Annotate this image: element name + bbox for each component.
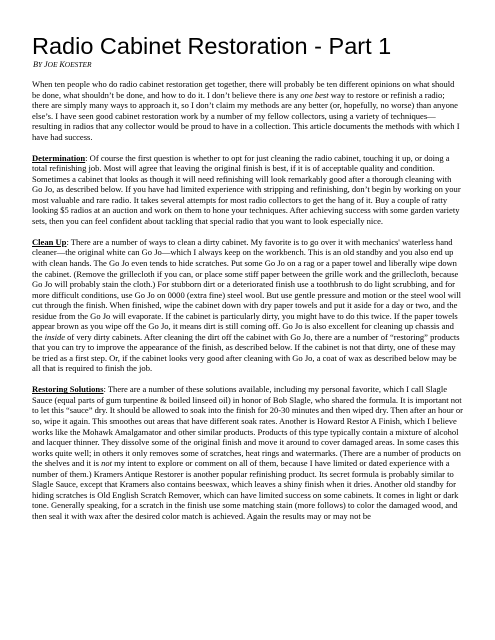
clean-up-paragraph: Clean Up: There are a number of ways to clean a dirty cabinet. My favorite is to go over it with mechanics' waterless hand cleaner—the original white can Go Jo—which I always keep on the workbench. This is an old standby and you also end up with clean hands. The Go Jo even tends to hide scratches. Put some Go Jo on a rag or a paper towel and liberally wipe down the cabinet. (Remove the grillecloth if you can, or place some stiff paper between the grille work and the grillecloth, because Go Jo will probably stain the cloth.) For stubborn dirt or a deteriorated finish use a toothbrush to do light scrubbing, and for more difficult conditions, use Go Jo on 0000 (extra fine) steel wool. But use gentle pressure and motion or the steel wool will cut through the finish. When finished, wipe the cabinet down with dry paper towels and put it aside for a day or two, and the residue from the Go Jo will evaporate. If the cabinet is particularly dirty, you might have to do this twice. If the paper towels appear brown as you wipe off the Go Jo, it means dirt is still coming off. Go Jo is also excellent for cleaning up chassis and the inside of very dirty cabinets. After cleaning the dirt off the cabinet with Go Jo, there are a number of “restoring” products that you can try to improve the appearance of the finish, as described below. If the cabinet is not that dirty, one of these may be tried as a first step. Or, if the cabinet looks very good after cleaning with Go Jo, a coat of wax as described below may be all that is required to finish the job. (32, 236, 462, 374)
emphasis-not: not (101, 458, 112, 469)
restoring-solutions-heading: Restoring Solutions (32, 384, 104, 395)
restoring-solutions-paragraph: Restoring Solutions: There are a number of these solutions available, including my personal favorite, which I call Slagle Sauce (equal parts of gum turpentine & boiled linseed oil) in honor of Bob Slagle, who shared the formula. It is important not to let this “sauce” dry. It should be allowed to soak into the finish for 20-30 minutes and then wiped dry. Then after an hour or so, wipe it again. This smoothes out areas that have different soak rates. Another is Howard Restor A Finish, which I believe works like the Mohawk Amalgamator and other similar products. Products of this type typically contain a mixture of alcohol and lacquer thinner. They dissolve some of the original finish and move it around to cover damaged areas. In some cases this works quite well; in others it only removes some of scratches, heat rings and watermarks. (There are a number of products on the shelves and it is not my intent to explore or comment on all of them, because I have limited or dated experience with a number of them.) Kramers Antique Restorer is another popular refinishing product. Its secret formula is probably similar to Slagle Sauce, except that Kramers also contains beeswax, which leaves a shiny finish when it dries. Another old standby for hiding scratches is Old English Scratch Remover, which can have limited success on some cabinets. It comes in light or dark tone. Generally speaking, for a scratch in the finish use some matching stain (more follows) to color the damaged wood, and then seal it with wax after the desired color match is achieved. Again the results may or may not be (32, 384, 463, 521)
determination-paragraph: Determination: Of course the first question is whether to opt for just cleaning the radio cabinet, touching it up, or doing a total refinishing job. Most will agree that leaving the original finish is best, if it is of acceptable quality and condition. Sometimes a cabinet that looks as though it will need refinishing will look remarkably good after a thorough cleaning with Go Jo, as described below. If you have had limited experience with stripping and refinishing, don’t begin by working on your most valuable and rare radio. It takes several attempts for most radio collectors to get the hang of it. Buy a couple of ratty looking $5 radios at an auction and work on them to hone your techniques. After achieving success with some garden variety sets, then you can feel confident about tackling that special radio that you want to look especially nice. (32, 152, 461, 226)
author-byline: BY JOE KOESTER (33, 60, 92, 69)
intro-paragraph: When ten people who do radio cabinet restoration get together, there will probably be ten different opinions on what should be done, what shouldn’t be done, and how to do it. I don’t believe there is any one best way to restore or refinish a radio; there are simply many ways to approach it, so I don’t claim my methods are any better (or, hopefully, no worse) than anyone else’s. I have seen good cabinet restoration work by a number of my fellow collectors, using a variety of techniques—resulting in radios that any collector would be proud to have in a collection. This article documents the methods with which I have had success. (32, 79, 460, 142)
emphasis-one-best: one best (300, 89, 329, 100)
determination-heading: Determination (32, 152, 86, 163)
emphasis-inside: inside (44, 331, 66, 342)
article-title: Radio Cabinet Restoration - Part 1 (32, 33, 392, 59)
clean-up-heading: Clean Up (32, 236, 67, 247)
